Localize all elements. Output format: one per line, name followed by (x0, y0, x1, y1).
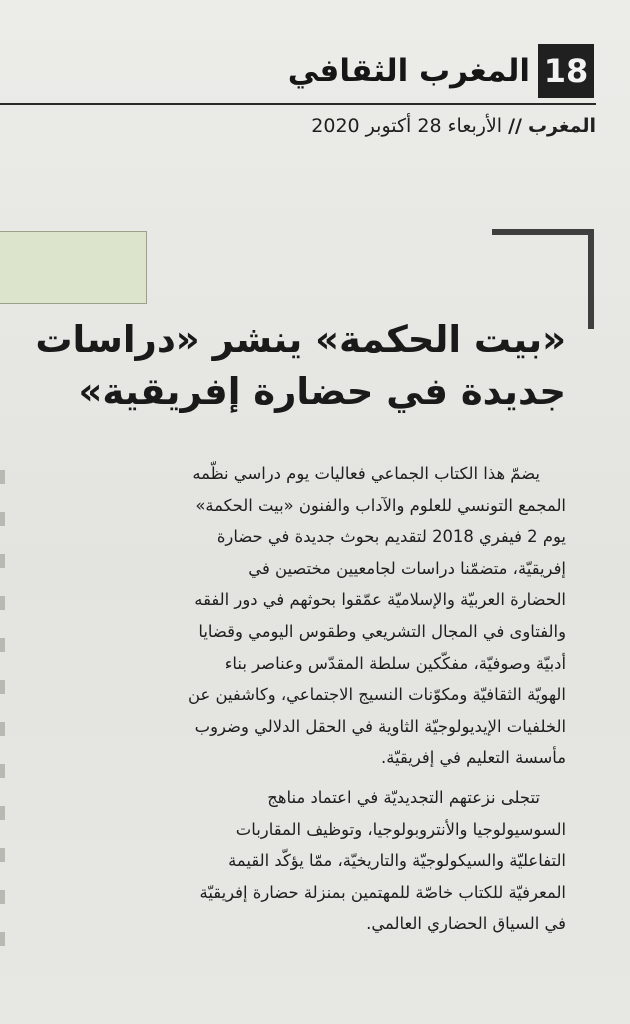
body-line: التفاعليّة والسيكولوجيّة والتاريخيّة، ممّا يؤكّد القيمة (228, 851, 566, 871)
adjacent-column-edge (0, 470, 6, 970)
section-title: المغرب الثقافي (287, 53, 530, 89)
body-line: يضمّ هذا الكتاب الجماعي فعاليات يوم دراسي نظّمه (192, 464, 540, 483)
paper-name: المغرب (527, 115, 596, 137)
issue-date: الأربعاء 28 أكتوبر 2020 (311, 115, 503, 137)
body-line: إفريقيّة، متضمّنا دراسات لجامعيين مختصين في (248, 558, 566, 578)
body-line: الخلفيات الإيديولوجيّة الثاوية في الحقل الدلالي وضروب (194, 716, 566, 736)
body-line: في السياق الحضاري العالمي. (366, 914, 566, 934)
page-number-badge: 18 (538, 44, 594, 98)
body-line: الهويّة الثقافيّة ومكوّنات النسيج الاجتماعي، وكاشفين عن (188, 685, 566, 705)
body-line: مأسسة التعليم في إفريقيّة. (381, 748, 566, 768)
article-paragraph (34, 458, 566, 774)
body-line: أدبيّة وصوفيّة، مفكّكين سلطة المقدّس وعناصر بناء (224, 653, 566, 673)
body-line: المجمع التونسي للعلوم والآداب والفنون «بيت الحكمة» (195, 495, 566, 515)
dateline (311, 110, 596, 142)
dateline-separator: // (508, 115, 522, 137)
article-headline (26, 314, 566, 418)
body-line: السوسيولوجيا والأنتروبولوجيا، وتوظيف المقاربات (235, 819, 566, 839)
body-line: والفتاوى في المجال التشريعي وطقوس اليومي وقضايا (198, 621, 566, 641)
body-line: المعرفيّة للكتاب خاصّة للمهتمين بمنزلة حضارة إفريقيّة (199, 882, 566, 902)
adjacent-article-fragment (0, 231, 147, 304)
body-line: الحضارة العربيّة والإسلاميّة عمّقوا بحوثهم في دور الفقه (194, 590, 566, 610)
body-line: تتجلى نزعتهم التجديديّة في اعتماد مناهج (267, 787, 540, 807)
header-rule (0, 103, 596, 105)
headline-line: «بيت الحكمة» ينشر «دراسات (35, 318, 566, 361)
headline-line: جديدة في حضارة إفريقية» (78, 370, 566, 413)
article-body (34, 458, 566, 940)
article-paragraph (34, 782, 566, 940)
body-line: يوم 2 فيفري 2018 لتقديم بحوث جديدة في حضارة (216, 527, 566, 547)
